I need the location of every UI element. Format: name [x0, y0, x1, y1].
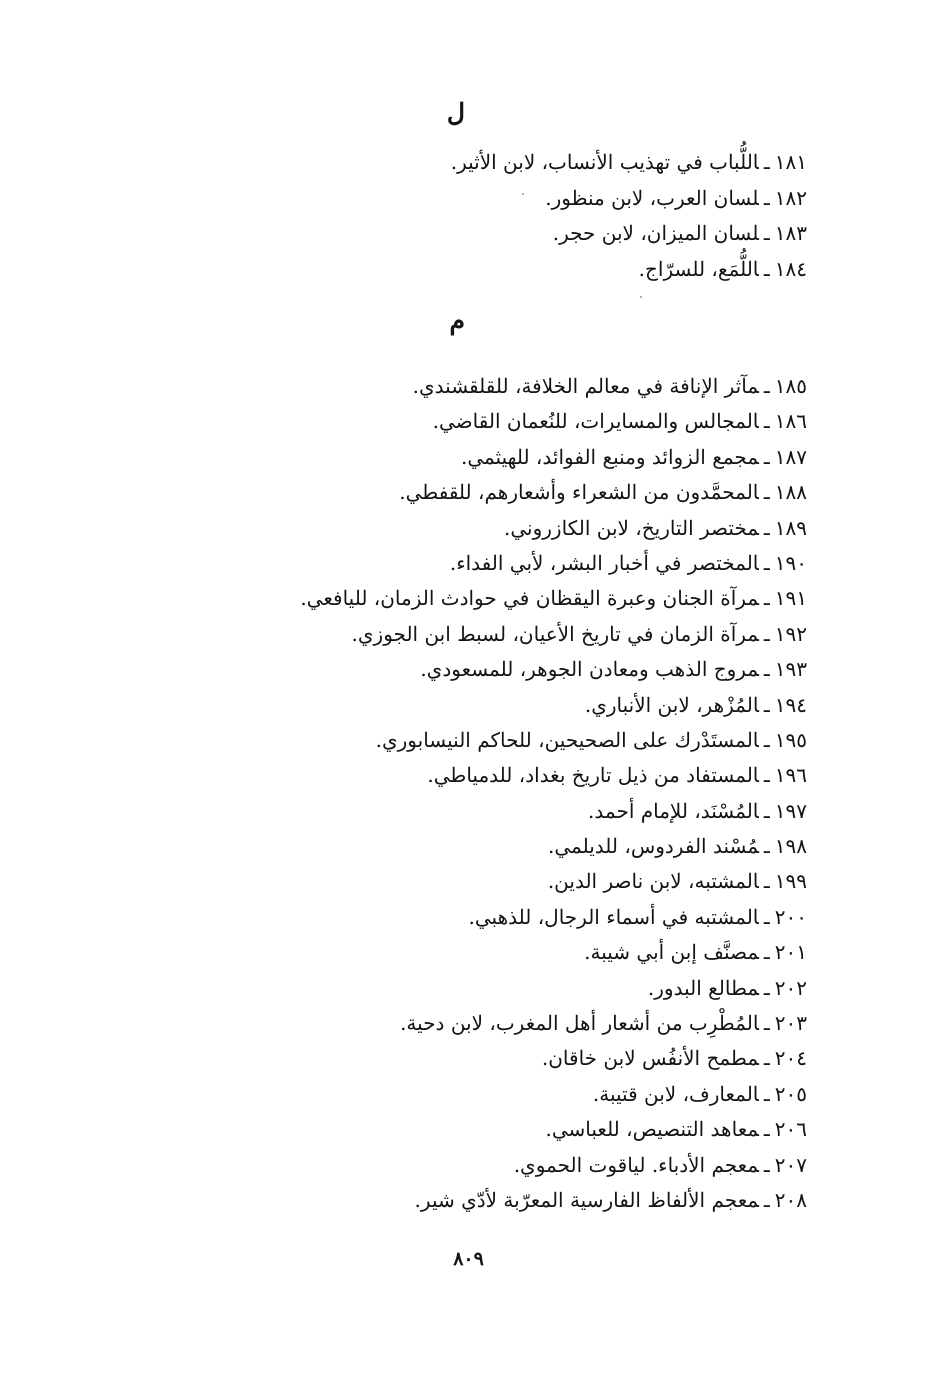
list-item — [451, 145, 807, 181]
entry-list-lam — [451, 145, 807, 288]
list-item — [300, 404, 807, 439]
page-number: ٨٠٩ — [453, 1248, 484, 1270]
entry-number: ٢٠٨ — [774, 1187, 807, 1212]
entry-number: ٢٠٧ — [774, 1152, 807, 1177]
list-item — [300, 935, 807, 970]
entry-number: ٢٠٦ — [774, 1117, 807, 1142]
entry-separator: ـ — [763, 869, 770, 894]
list-item — [300, 1112, 807, 1147]
list-item — [451, 181, 807, 217]
list-item — [451, 216, 807, 252]
entry-separator: ـ — [763, 586, 770, 611]
entry-title: المُزْهر، لابن الأنباري. — [584, 692, 759, 717]
entry-separator: ـ — [763, 1187, 770, 1212]
entry-separator: ـ — [763, 150, 770, 174]
entry-number: ١٩٢ — [774, 621, 807, 646]
entry-number: ١٨٧ — [774, 444, 807, 469]
entry-title: مجمع الزوائد ومنبع الفوائد، للهيثمي. — [460, 444, 759, 469]
entry-number: ١٩٨ — [774, 834, 807, 859]
entry-number: ١٨٦ — [774, 409, 807, 434]
entry-title: مروج الذهب ومعادن الجوهر، للمسعودي. — [420, 657, 759, 682]
entry-separator: ـ — [763, 763, 770, 788]
entry-separator: ـ — [763, 221, 770, 246]
entry-separator: ـ — [763, 692, 770, 717]
entry-separator: ـ — [763, 904, 770, 929]
entry-separator: ـ — [763, 1152, 770, 1177]
entry-separator: ـ — [763, 550, 770, 575]
entry-number: ١٩١ — [774, 586, 807, 611]
entry-number: ٢٠٢ — [774, 975, 807, 1000]
entry-number: ١٨٥ — [774, 374, 807, 398]
entry-title: لسان العرب، لابن منظور. — [545, 185, 759, 210]
entry-separator: ـ — [763, 480, 770, 505]
entry-separator: ـ — [763, 1011, 770, 1036]
entry-number: ١٨١ — [774, 150, 807, 174]
list-item — [300, 829, 807, 864]
entry-title: مصنَّف إبن أبي شيبة. — [584, 940, 759, 965]
section-heading-mim: م — [449, 306, 465, 335]
list-item — [300, 864, 807, 899]
entry-number: ١٨٢ — [774, 185, 807, 210]
list-item — [300, 546, 807, 581]
entry-title: المستَدْرك على الصحيحين، للحاكم النيسابوري. — [375, 727, 759, 752]
entry-number: ١٩٦ — [774, 763, 807, 788]
list-item — [300, 900, 807, 935]
list-item — [300, 652, 807, 687]
list-item — [300, 1183, 807, 1218]
list-item — [300, 723, 807, 758]
entry-separator: ـ — [763, 409, 770, 434]
entry-number: ١٨٨ — [774, 480, 807, 505]
entry-separator: ـ — [763, 798, 770, 823]
list-item — [300, 369, 807, 404]
entry-title: المشتبه، لابن ناصر الدين. — [547, 869, 759, 894]
list-item — [300, 1148, 807, 1183]
entry-title: معجم الأدباء. لياقوت الحموي. — [513, 1152, 759, 1177]
entry-title: اللُّباب في تهذيب الأنساب، لابن الأثير. — [450, 150, 759, 174]
entry-number: ٢٠٣ — [774, 1011, 807, 1036]
list-item — [300, 758, 807, 793]
entry-title: مرآة الجنان وعبرة اليقظان في حوادث الزمان، لليافعي. — [300, 586, 759, 611]
entry-title: مطمح الأنفُس لابن خاقان. — [541, 1046, 759, 1071]
list-item — [300, 1006, 807, 1041]
list-item — [451, 252, 807, 288]
entry-number: ١٩٥ — [774, 727, 807, 752]
print-speck — [640, 296, 642, 298]
entry-title: المجالس والمسايرات، للنُعمان القاضي. — [432, 409, 759, 434]
entry-title: مختصر التاريخ، لابن الكازروني. — [504, 515, 759, 540]
entry-title: المختصر في أخبار البشر، لأبي الفداء. — [449, 550, 759, 575]
list-item — [300, 1041, 807, 1076]
entry-title: المشتبه في أسماء الرجال، للذهبي. — [468, 904, 759, 929]
entry-title: مُسْند الفردوس، للديلمي. — [548, 834, 759, 859]
entry-separator: ـ — [763, 940, 770, 965]
entry-separator: ـ — [763, 185, 770, 210]
entry-separator: ـ — [763, 1046, 770, 1071]
entry-separator: ـ — [763, 374, 770, 398]
list-item — [300, 440, 807, 475]
entry-title: لسان الميزان، لابن حجر. — [552, 221, 759, 246]
entry-separator: ـ — [763, 975, 770, 1000]
entry-title: المحمَّدون من الشعراء وأشعارهم، للقفطي. — [399, 480, 759, 505]
list-item — [300, 794, 807, 829]
list-item — [300, 511, 807, 546]
entry-number: ١٩٤ — [774, 692, 807, 717]
entry-separator: ـ — [763, 444, 770, 469]
entry-separator: ـ — [763, 1117, 770, 1142]
entry-title: مرآة الزمان في تاريخ الأعيان، لسبط ابن الجوزي. — [351, 621, 759, 646]
entry-separator: ـ — [763, 657, 770, 682]
entry-title: المُسْنَد، للإمام أحمد. — [588, 798, 759, 823]
list-item — [300, 581, 807, 616]
entry-number: ١٩٠ — [774, 550, 807, 575]
list-item — [300, 971, 807, 1006]
entry-number: ١٩٣ — [774, 657, 807, 682]
list-item — [300, 475, 807, 510]
entry-title: المُطْرِب من أشعار أهل المغرب، لابن دحية. — [400, 1011, 759, 1036]
entry-title: معجم الألفاظ الفارسية المعرّبة لأدّي شير. — [414, 1187, 759, 1212]
entry-number: ١٨٩ — [774, 515, 807, 540]
entry-separator: ـ — [763, 727, 770, 752]
entry-number: ٢٠١ — [774, 940, 807, 965]
entry-number: ١٨٤ — [774, 257, 807, 282]
entry-number: ١٨٣ — [774, 221, 807, 246]
entry-number: ١٩٩ — [774, 869, 807, 894]
entry-title: مآثر الإنافة في معالم الخلافة، للقلقشندي. — [412, 374, 759, 398]
entry-separator: ـ — [763, 1081, 770, 1106]
section-heading-lam: ل — [446, 98, 465, 127]
entry-number: ٢٠٤ — [774, 1046, 807, 1071]
entry-title: مطالع البدور. — [647, 975, 759, 1000]
entry-number: ١٩٧ — [774, 798, 807, 823]
entry-separator: ـ — [763, 515, 770, 540]
entry-number: ٢٠٥ — [774, 1081, 807, 1106]
list-item — [300, 617, 807, 652]
entry-separator: ـ — [763, 834, 770, 859]
entry-title: اللُّمَع، للسرّاج. — [638, 257, 759, 282]
entry-separator: ـ — [763, 621, 770, 646]
entry-title: المعارف، لابن قتيبة. — [592, 1081, 759, 1106]
entry-list-mim — [300, 369, 807, 1218]
entry-separator: ـ — [763, 257, 770, 282]
entry-title: المستفاد من ذيل تاريخ بغداد، للدمياطي. — [427, 763, 759, 788]
list-item — [300, 1077, 807, 1112]
entry-number: ٢٠٠ — [774, 904, 807, 929]
list-item — [300, 688, 807, 723]
entry-title: معاهد التنصيص، للعباسي. — [545, 1117, 759, 1142]
print-speck — [522, 193, 524, 195]
